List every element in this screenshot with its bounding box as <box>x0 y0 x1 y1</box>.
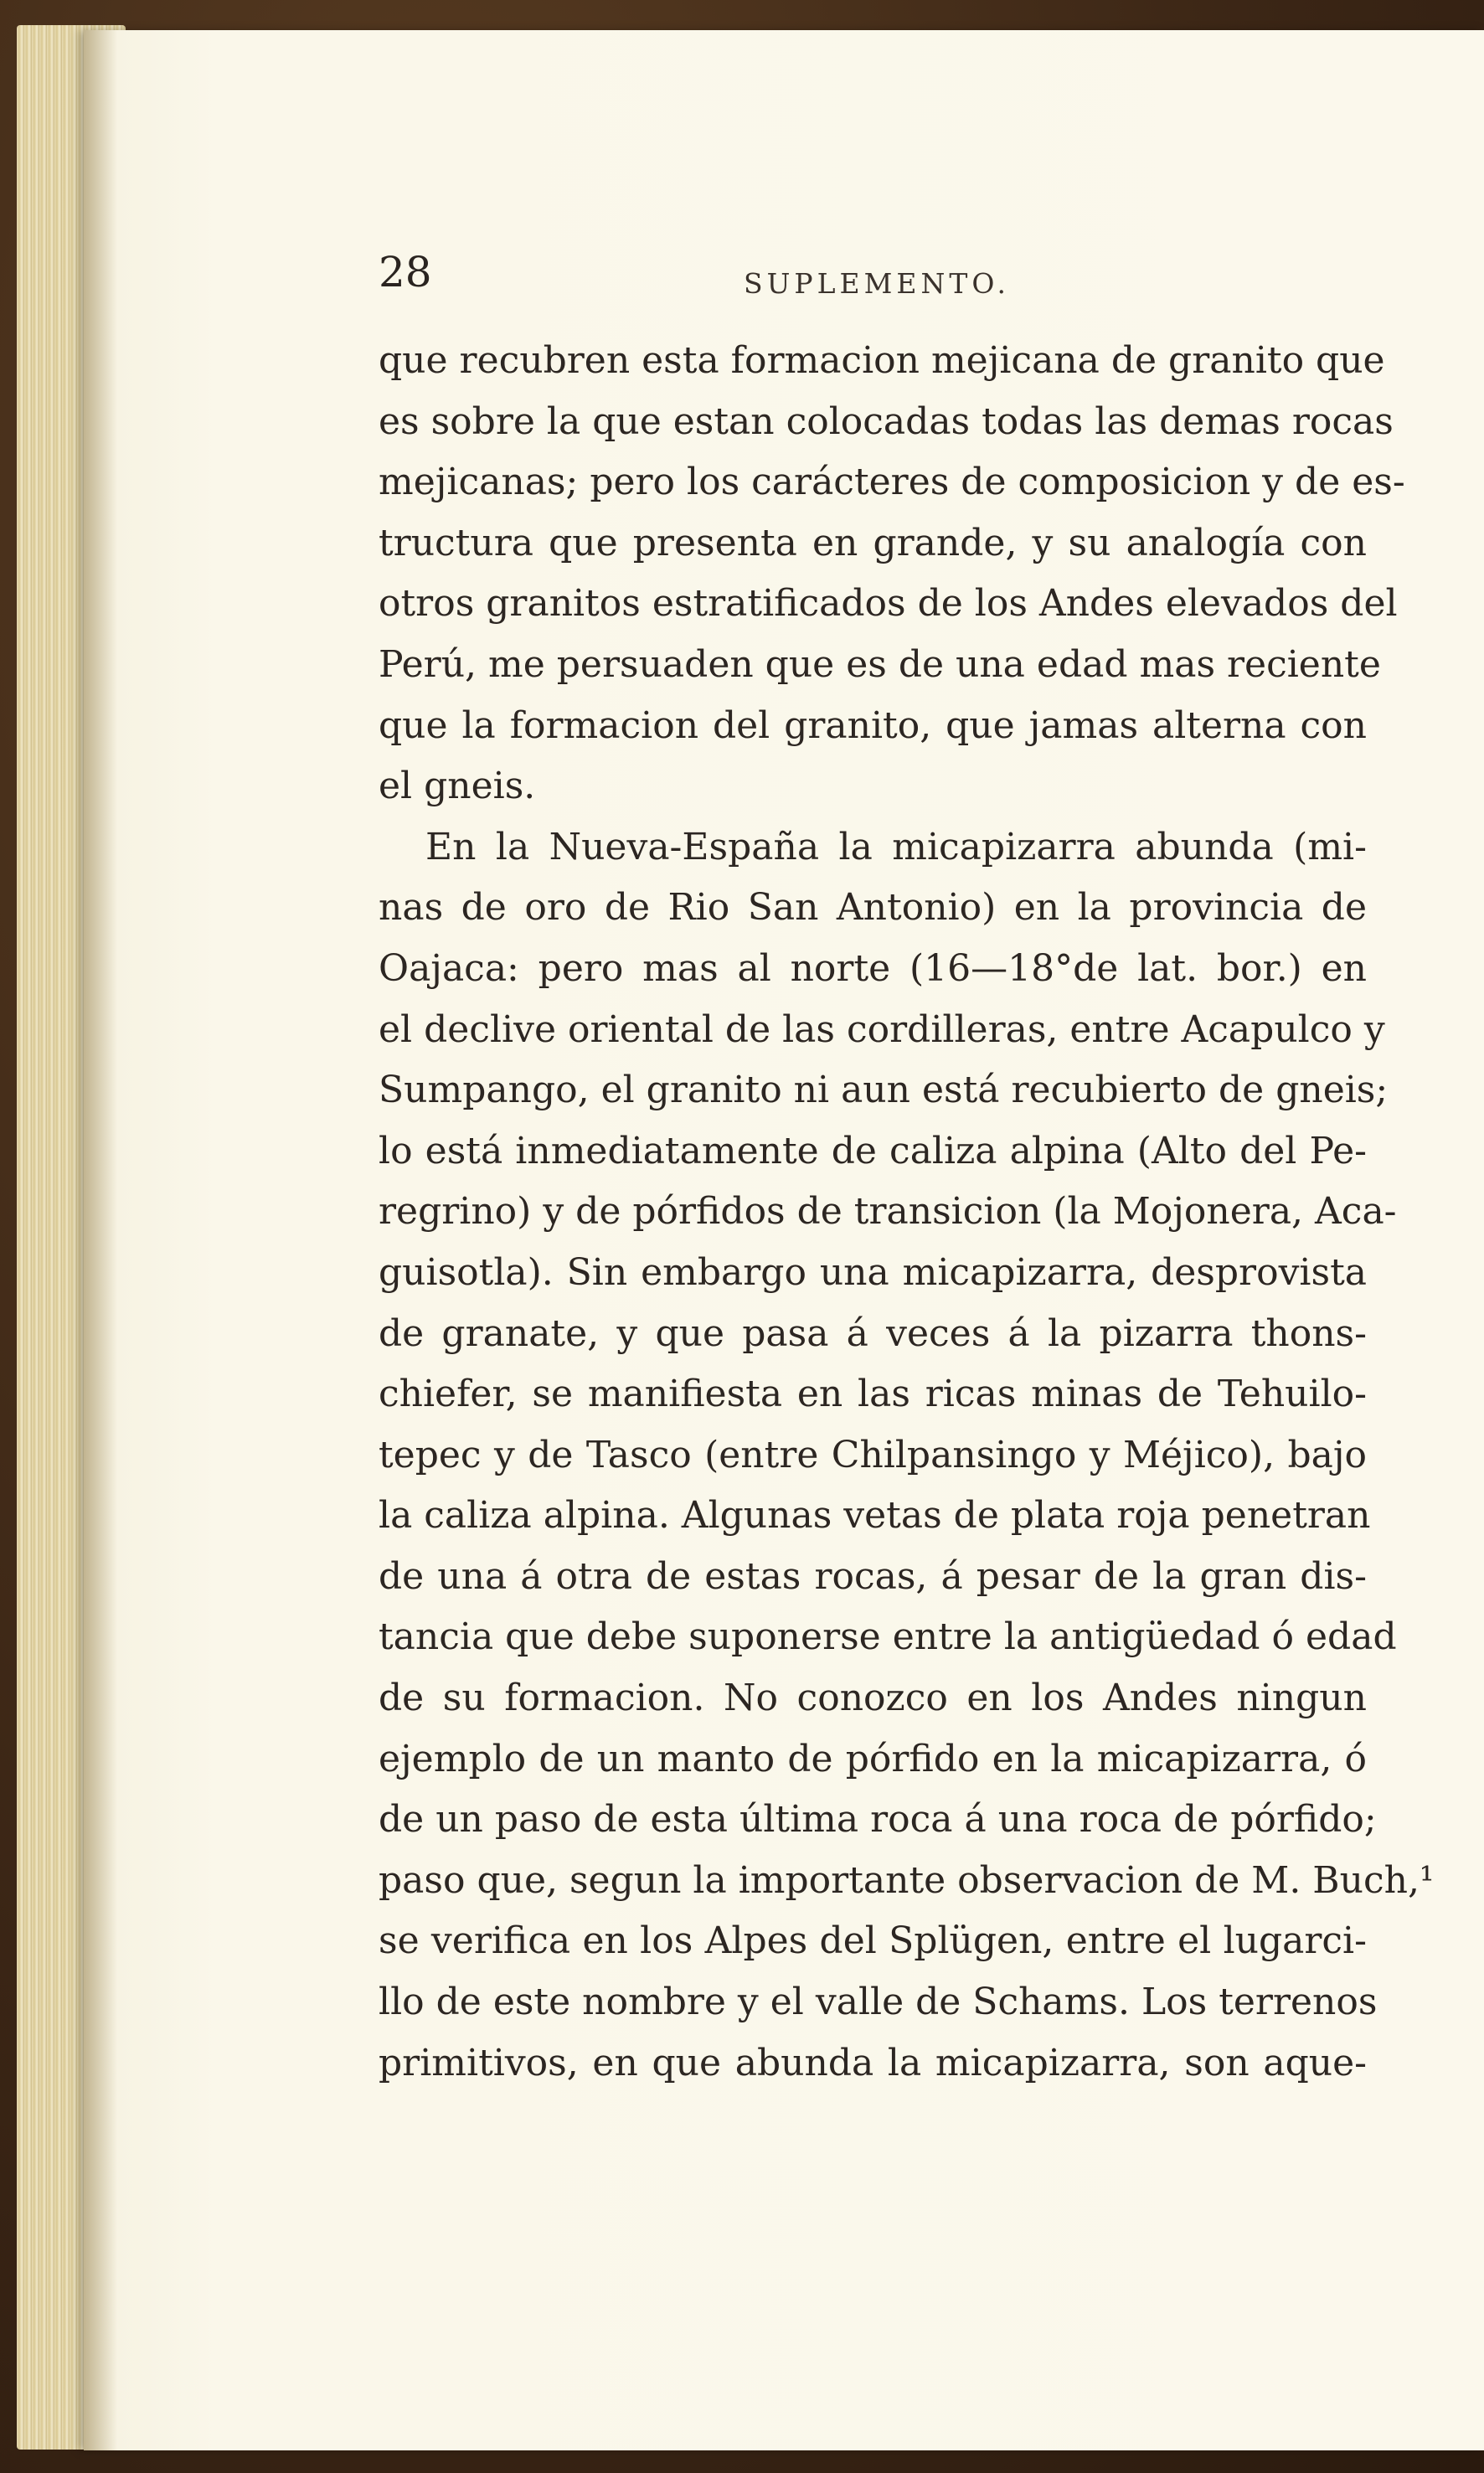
text-line: la caliza alpina. Algunas vetas de plata roja penetran <box>379 1494 1371 1538</box>
text-line: tepec y de Tasco (entre Chilpansingo y Méjico), bajo <box>379 1433 1367 1476</box>
text-line: tructura que presenta en grande, y su analogía con <box>379 521 1367 564</box>
text-line: de granate, y que pasa á veces á la pizarra thons- <box>379 1311 1367 1355</box>
text-line: nas de oro de Rio San Antonio) en la provincia de <box>379 886 1367 930</box>
gutter-shadow <box>84 30 117 2450</box>
text-line: que la formacion del granito, que jamas alterna con <box>379 703 1367 747</box>
text-line: otros granitos estratificados de los Andes elevados del <box>379 582 1398 626</box>
running-head: SUPLEMENTO. <box>743 267 1010 300</box>
text-line: tancia que debe suponerse entre la antigüedad ó edad <box>379 1615 1397 1659</box>
text-line: Oajaca: pero mas al norte (16—18°de lat. bor.) en <box>379 946 1367 990</box>
text-line: mejicanas; pero los carácteres de composicion y de es- <box>379 461 1405 504</box>
text-line: es sobre la que estan colocadas todas las demas rocas <box>379 399 1394 443</box>
text-line: de su formacion. No conozco en los Andes ningun <box>379 1677 1367 1720</box>
text-line: guisotla). Sin embargo una micapizarra, desprovista <box>379 1250 1367 1294</box>
text-line: Perú, me persuaden que es de una edad mas reciente <box>379 642 1381 686</box>
text-line: el gneis. <box>379 765 536 808</box>
page-header <box>379 248 1375 310</box>
text-line: el declive oriental de las cordilleras, entre Acapulco y <box>379 1007 1385 1051</box>
page-number: 28 <box>379 248 432 296</box>
text-line: regrino) y de pórfidos de transicion (la Mojonera, Aca- <box>379 1190 1397 1234</box>
text-line: paso que, segun la importante observacion de M. Buch,¹ <box>379 1858 1435 1902</box>
text-line: lo está inmediatamente de caliza alpina (Alto del Pe- <box>379 1129 1367 1172</box>
text-line: de un paso de esta última roca á una roca de pórfido; <box>379 1798 1377 1842</box>
text-line: llo de este nombre y el valle de Schams. Los terrenos <box>379 1981 1378 2024</box>
text-line: se verifica en los Alpes del Splügen, entre el lugarci- <box>379 1919 1367 1963</box>
text-line: En la Nueva-España la micapizarra abunda (mi- <box>425 825 1367 868</box>
body-text <box>379 331 1435 2094</box>
text-line: ejemplo de un manto de pórfido en la micapizarra, ó <box>379 1737 1367 1780</box>
text-line: de una á otra de estas rocas, á pesar de la gran dis- <box>379 1554 1367 1598</box>
text-line: Sumpango, el granito ni aun está recubierto de gneis; <box>379 1069 1389 1112</box>
text-line: primitivos, en que abunda la micapizarra, son aque- <box>379 2041 1367 2084</box>
text-line: chiefer, se manifiesta en las ricas minas de Tehuilo- <box>379 1373 1367 1416</box>
text-line: que recubren esta formacion mejicana de granito que <box>379 339 1385 382</box>
